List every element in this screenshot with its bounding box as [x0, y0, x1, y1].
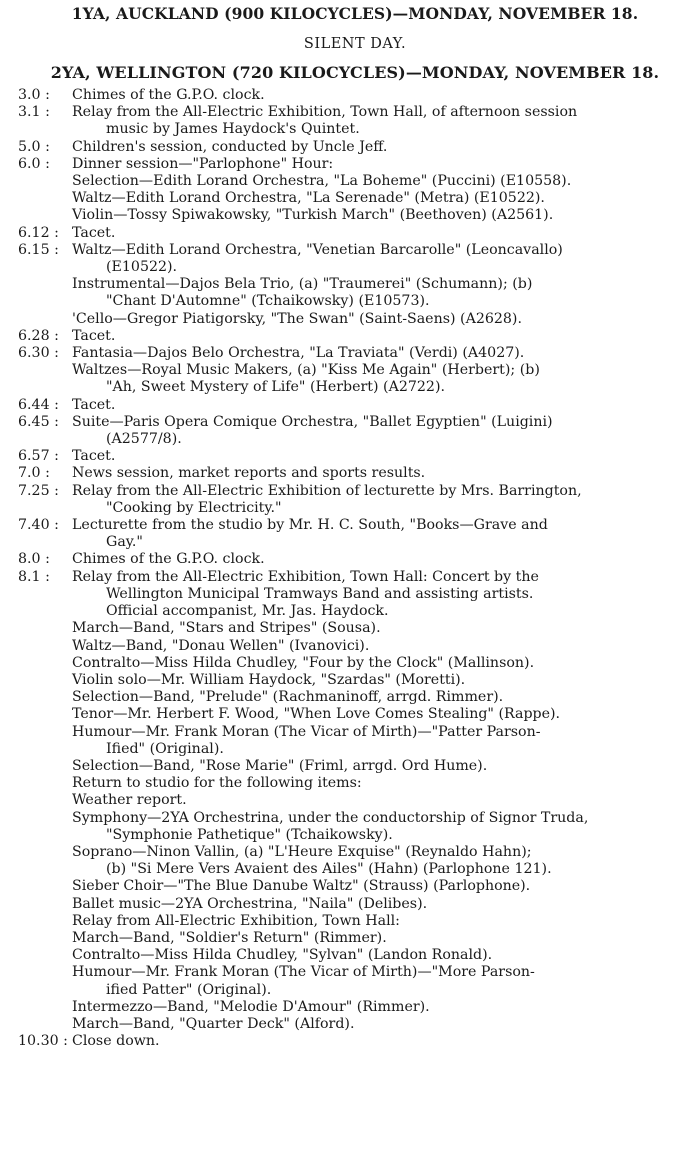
entry-line: Tenor—Mr. Herbert F. Wood, "When Love Comes Stealing" (Rappe).: [72, 706, 561, 723]
entry-line: ified Patter" (Original).: [106, 981, 272, 998]
entry-time: 6.0 :: [18, 155, 50, 172]
programme-sub-item: [72, 706, 692, 723]
entry-text: [72, 465, 692, 482]
programme-sub-item: [72, 999, 692, 1016]
entry-line: "Ah, Sweet Mystery of Life" (Herbert) (A2722).: [106, 379, 445, 396]
entry-line: News session, market reports and sports results.: [72, 465, 426, 482]
entry-line: Selection—Band, "Prelude" (Rachmaninoff, arrgd. Rimmer).: [72, 689, 504, 706]
entry-line: Violin solo—Mr. William Haydock, "Szardas" (Moretti).: [72, 671, 466, 688]
entry-time: 3.0 :: [18, 87, 50, 103]
entry-line: Tacet.: [72, 396, 116, 413]
programme-sub-item: [72, 775, 692, 792]
programme-entry: [18, 242, 692, 276]
programme-entry: [18, 87, 692, 104]
entry-line: Chimes of the G.P.O. clock.: [72, 551, 265, 568]
programme-sub-item: [72, 173, 692, 190]
entry-text: [72, 517, 692, 551]
programme-entry: [18, 397, 692, 414]
programme-entry: [18, 328, 692, 345]
programme-entry: [18, 483, 692, 517]
programme-entry: [18, 1033, 692, 1050]
entry-line: Fantasia—Dajos Belo Orchestra, "La Traviata" (Verdi) (A4027).: [72, 345, 525, 362]
entry-line: Violin—Tossy Spiwakowsky, "Turkish March" (Beethoven) (A2561).: [72, 207, 554, 224]
entry-text: [72, 448, 692, 465]
entry-line: Chimes of the G.P.O. clock.: [72, 87, 265, 103]
entry-text: [72, 345, 692, 362]
entry-line: (b) "Si Mere Vers Avaient des Ailes" (Hahn) (Parlophone 121).: [106, 861, 552, 878]
entry-line: March—Band, "Stars and Stripes" (Sousa).: [72, 620, 381, 637]
entry-time: 8.0 :: [18, 551, 50, 568]
entry-line: March—Band, "Soldier's Return" (Rimmer).: [72, 929, 387, 946]
entry-line: Humour—Mr. Frank Moran (The Vicar of Mirth)—"More Parson-: [72, 964, 535, 981]
programme-sub-item: [72, 947, 692, 964]
entry-time: 6.15 :: [18, 241, 59, 258]
programme-sub-item: [72, 190, 692, 207]
entry-line: Lecturette from the studio by Mr. H. C. South, "Books—Grave and: [72, 517, 548, 534]
entry-line: Contralto—Miss Hilda Chudley, "Four by the Clock" (Mallinson).: [72, 654, 535, 671]
programme-sub-item: [72, 810, 692, 844]
entry-text: [72, 139, 692, 156]
programme-entry: [18, 156, 692, 173]
entry-time: 6.30 :: [18, 345, 59, 362]
entry-line: Weather report.: [72, 792, 187, 809]
entry-line: Instrumental—Dajos Bela Trio, (a) "Traumerei" (Schumann); (b): [72, 276, 533, 293]
programme-entry: [18, 448, 692, 465]
entry-line: Selection—Edith Lorand Orchestra, "La Boheme" (Puccini) (E10558).: [72, 173, 572, 190]
station-heading-1ya: 1YA, AUCKLAND (900 KILOCYCLES)—MONDAY, NOVEMBER 18.: [71, 4, 639, 23]
programme-sub-item: [72, 758, 692, 775]
entry-text: [72, 1033, 692, 1050]
entry-time: 3.1 :: [18, 104, 50, 121]
entry-text: [72, 156, 692, 173]
programme-entry: [18, 465, 692, 482]
entry-line: Dinner session—"Parlophone" Hour:: [72, 155, 334, 172]
entry-time: 6.12 :: [18, 224, 59, 241]
entry-time: 7.0 :: [18, 465, 50, 482]
entry-line: Waltzes—Royal Music Makers, (a) "Kiss Me Again" (Herbert); (b): [72, 362, 540, 379]
programme-sub-item: [72, 655, 692, 672]
programme-sub-item: [72, 792, 692, 809]
entry-text: [72, 414, 692, 448]
entry-time: 7.40 :: [18, 517, 59, 534]
entry-time: 7.25 :: [18, 482, 59, 499]
entry-line: Relay from the All-Electric Exhibition, Town Hall: Concert by the: [72, 568, 539, 585]
entry-line: Relay from All-Electric Exhibition, Town Hall:: [72, 912, 400, 929]
entry-line: Waltz—Edith Lorand Orchestra, "Venetian Barcarolle" (Leoncavallo): [72, 241, 563, 258]
programme-entry: [18, 225, 692, 242]
entry-line: Sieber Choir—"The Blue Danube Waltz" (Strauss) (Parlophone).: [72, 878, 531, 895]
programme-sub-item: [72, 638, 692, 655]
programme-sub-item: [72, 276, 692, 310]
programme-sub-item: [72, 620, 692, 637]
programme-entry: [18, 139, 692, 156]
entry-line: Waltz—Edith Lorand Orchestra, "La Serenade" (Metra) (E10522).: [72, 190, 545, 207]
entry-line: "Cooking by Electricity.": [106, 499, 282, 516]
entry-line: Suite—Paris Opera Comique Orchestra, "Ballet Egyptien" (Luigini): [72, 413, 553, 430]
programme-sub-item: [72, 724, 692, 758]
programme-sub-item: [72, 1016, 692, 1033]
entry-line: Return to studio for the following items:: [72, 775, 362, 792]
entry-line: Waltz—Band, "Donau Wellen" (Ivanovici).: [72, 637, 370, 654]
programme-sub-item: [72, 896, 692, 913]
programme-sub-item: [72, 311, 692, 328]
silent-day-notice: SILENT DAY.: [303, 36, 407, 52]
programme-entry: [18, 569, 692, 621]
programme-entry: [18, 551, 692, 568]
entry-line: Contralto—Miss Hilda Chudley, "Sylvan" (Landon Ronald).: [72, 947, 493, 964]
entry-line: March—Band, "Quarter Deck" (Alford).: [72, 1015, 355, 1032]
entry-line: music by James Haydock's Quintet.: [106, 121, 360, 138]
programme-sub-item: [72, 930, 692, 947]
entry-line: Close down.: [72, 1033, 160, 1050]
programme-sub-item: [72, 878, 692, 895]
entry-line: Symphony—2YA Orchestrina, under the conductorship of Signor Truda,: [72, 809, 589, 826]
programme-sub-item: [72, 913, 692, 930]
entry-text: [72, 397, 692, 414]
entry-time: 6.57 :: [18, 448, 59, 465]
entry-line: (E10522).: [106, 259, 178, 276]
programme-sub-item: [72, 672, 692, 689]
entry-line: Humour—Mr. Frank Moran (The Vicar of Mirth)—"Patter Parson-: [72, 723, 541, 740]
entry-line: 'Cello—Gregor Piatigorsky, "The Swan" (Saint-Saens) (A2628).: [72, 310, 522, 327]
entry-time: 10.30 :: [18, 1033, 68, 1050]
programme-sub-item: [72, 362, 692, 396]
entry-text: [72, 551, 692, 568]
entry-line: Tacet.: [72, 327, 116, 344]
entry-line: Ified" (Original).: [106, 740, 224, 757]
entry-line: Gay.": [106, 534, 143, 551]
entry-line: Ballet music—2YA Orchestrina, "Naila" (Delibes).: [72, 895, 428, 912]
entry-line: Soprano—Ninon Vallin, (a) "L'Heure Exquise" (Reynaldo Hahn);: [72, 843, 532, 860]
entry-text: [72, 328, 692, 345]
entry-time: 6.44 :: [18, 396, 59, 413]
entry-line: Tacet.: [72, 224, 116, 241]
programme-sub-item: [72, 844, 692, 878]
programme-entry: [18, 414, 692, 448]
entry-line: Wellington Municipal Tramways Band and assisting artists.: [106, 585, 534, 602]
entry-line: Children's session, conducted by Uncle Jeff.: [72, 138, 388, 155]
programme-sub-item: [72, 207, 692, 224]
entry-line: Tacet.: [72, 448, 116, 465]
entry-text: [72, 242, 692, 276]
programme-entry: [18, 104, 692, 138]
programme-sub-item: [72, 689, 692, 706]
entry-line: "Chant D'Automne" (Tchaikowsky) (E10573).: [106, 293, 430, 310]
entry-time: 6.45 :: [18, 413, 59, 430]
entry-line: "Symphonie Pathetique" (Tchaikowsky).: [106, 826, 393, 843]
station-heading-2ya: 2YA, WELLINGTON (720 KILOCYCLES)—MONDAY, NOVEMBER 18.: [50, 63, 660, 82]
entry-line: Relay from the All-Electric Exhibition, Town Hall, of afternoon session: [72, 104, 578, 121]
entry-time: 6.28 :: [18, 327, 59, 344]
entry-line: Intermezzo—Band, "Melodie D'Amour" (Rimmer).: [72, 998, 430, 1015]
entry-time: 8.1 :: [18, 568, 50, 585]
programme-list: [18, 87, 692, 1050]
entry-time: 5.0 :: [18, 138, 50, 155]
programme-sub-item: [72, 964, 692, 998]
entry-text: [72, 87, 692, 104]
entry-line: (A2577/8).: [106, 431, 182, 448]
entry-text: [72, 569, 692, 621]
entry-text: [72, 104, 692, 138]
programme-entry: [18, 517, 692, 551]
entry-text: [72, 483, 692, 517]
programme-entry: [18, 345, 692, 362]
entry-line: Selection—Band, "Rose Marie" (Friml, arrgd. Ord Hume).: [72, 757, 488, 774]
entry-line: Relay from the All-Electric Exhibition of lecturette by Mrs. Barrington,: [72, 482, 582, 499]
entry-line: Official accompanist, Mr. Jas. Haydock.: [106, 603, 389, 620]
entry-text: [72, 225, 692, 242]
